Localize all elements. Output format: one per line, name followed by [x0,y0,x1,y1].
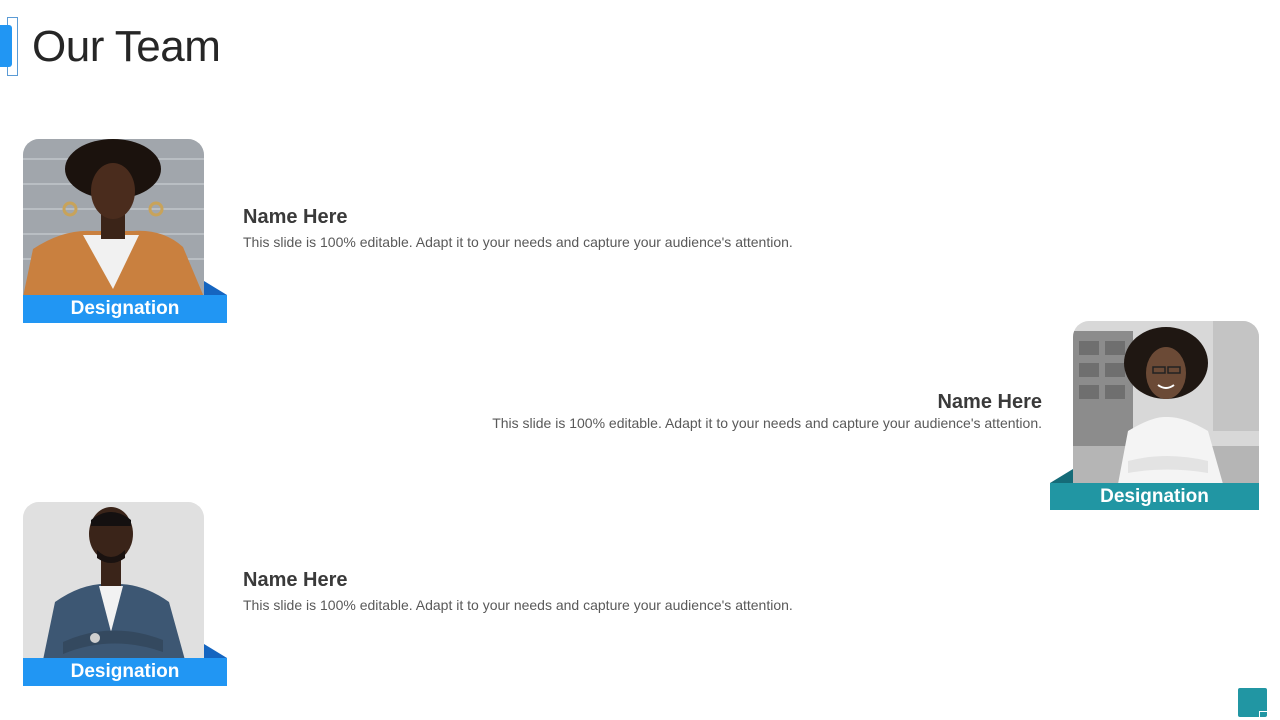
member-description-2: This slide is 100% editable. Adapt it to your needs and capture your audience's attention. [492,415,1042,431]
slide-title: Our Team [32,22,221,71]
designation-ribbon-1: Designation [23,295,227,323]
member-description-3: This slide is 100% editable. Adapt it to your needs and capture your audience's attention. [243,597,793,613]
member-name-3: Name Here [243,569,348,591]
member-name-1: Name Here [243,206,348,228]
designation-ribbon-2: Designation [1050,483,1259,510]
title-accent-bar [0,25,12,67]
ribbon-fold-3 [204,644,227,658]
designation-ribbon-3: Designation [23,658,227,686]
member-photo-3 [23,502,204,660]
member-description-1: This slide is 100% editable. Adapt it to your needs and capture your audience's attention. [243,234,793,250]
ribbon-fold-1 [204,281,227,295]
member-photo-2 [1073,321,1259,484]
ribbon-fold-2 [1050,469,1073,483]
member-name-2: Name Here [937,391,1042,413]
member-photo-1 [23,139,204,297]
corner-mark-icon [1259,711,1267,719]
